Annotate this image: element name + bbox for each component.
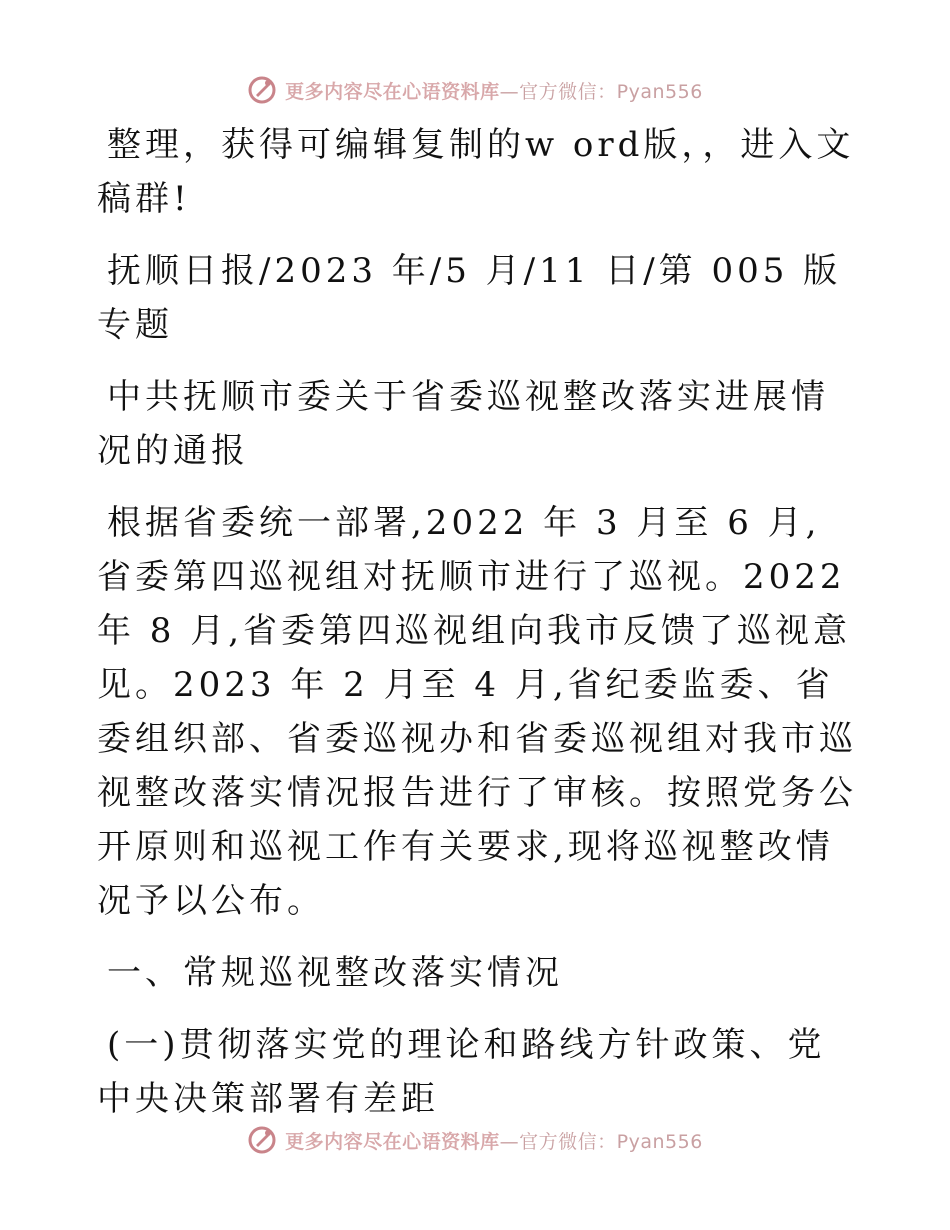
intro-note: 整理，获得可编辑复制的w ord版，，进入文稿群!	[97, 125, 855, 219]
subsection-heading: (一)贯彻落实党的理论和路线方针政策、党中央决策部署有差距	[97, 1025, 826, 1119]
section-heading: 一、常规巡视整改落实情况	[107, 953, 563, 993]
watermark-text: 更多内容尽在心语资料库—官方微信：Pyan556	[285, 1130, 703, 1153]
document-title: 中共抚顺市委关于省委巡视整改落实进展情况的通报	[97, 377, 829, 471]
document-body	[97, 118, 857, 1126]
logo-icon	[247, 1125, 277, 1155]
watermark-text: 更多内容尽在心语资料库—官方微信：Pyan556	[285, 80, 703, 103]
footer-watermark	[0, 1122, 950, 1158]
logo-icon	[247, 75, 277, 105]
source-line: 抚顺日报/2023 年/5 月/11 日/第 005 版专题	[97, 251, 842, 345]
body-paragraph: 根据省委统一部署,2022 年 3 月至 6 月,省委第四巡视组对抚顺市进行了巡视。2022 年 8 月,省委第四巡视组向我市反馈了巡视意见。2023 年 2 月至 4 月,省纪委监委、省委组织部、省委巡视办和省委巡视组对我市巡视整改落实情况报告进行了审核。按照党务公开原则和巡视工作有关要求,现将巡视整改情况予以公布。	[97, 503, 857, 921]
header-watermark	[0, 72, 950, 108]
